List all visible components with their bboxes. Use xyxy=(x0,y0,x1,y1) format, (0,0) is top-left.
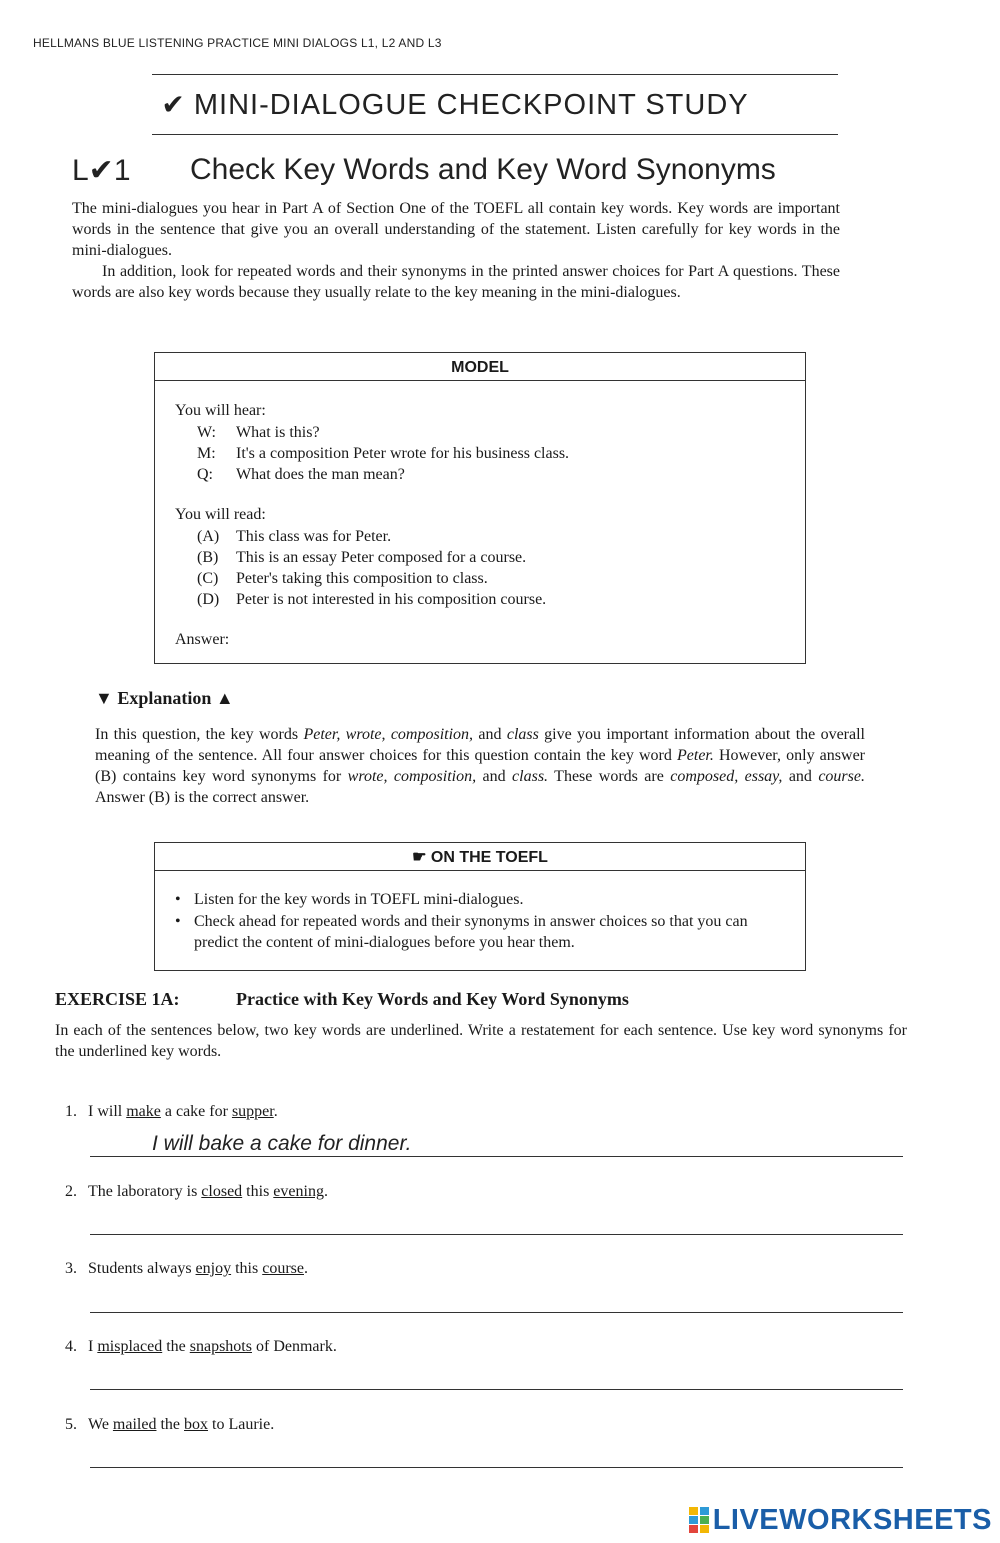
key-word: closed xyxy=(201,1183,243,1200)
dialogue-line xyxy=(197,464,405,485)
dialogue-text: It's a composition Peter wrote for his business class. xyxy=(236,445,570,462)
dialogue-text: What is this? xyxy=(236,424,320,441)
section-title xyxy=(0,88,910,122)
answer-choice xyxy=(197,589,546,610)
key-word: course xyxy=(262,1260,304,1277)
choice-label: (D) xyxy=(197,591,220,608)
answer-choice xyxy=(197,547,526,568)
exercise-item-2: 2. The laboratory is closed this evening. xyxy=(65,1183,328,1200)
exercise-instructions: In each of the sentences below, two key words are underlined. Write a restatement for each sentence. Use key word synonyms for the underlined key words. xyxy=(55,1022,907,1060)
liveworksheets-icon xyxy=(689,1507,709,1533)
answer-line-4[interactable] xyxy=(90,1389,903,1390)
intro-paragraph-1: The mini-dialogues you hear in Part A of Section One of the TOEFL all contain key words. Key words are important words in the sentence that give you an overall understanding of the statement. Listen carefully for key words in the mini-dialogues. xyxy=(72,200,840,259)
exercise-item-1: 1. I will make a cake for supper. xyxy=(65,1103,278,1120)
toefl-tip-bullet xyxy=(175,889,786,910)
model-heading: MODEL xyxy=(155,353,805,381)
dialogue-line xyxy=(197,422,320,443)
key-word: make xyxy=(126,1103,161,1120)
choice-text: Peter is not interested in his composition course. xyxy=(236,591,547,608)
key-word: supper xyxy=(231,1103,274,1120)
choice-text: This is an essay Peter composed for a course. xyxy=(236,549,527,566)
exercise-label: EXERCISE 1A: xyxy=(55,989,180,1009)
title-top-rule xyxy=(152,74,838,75)
speaker-label: Q: xyxy=(197,466,213,483)
key-word: snapshots xyxy=(189,1338,252,1355)
lesson-title: Check Key Words and Key Word Synonyms xyxy=(190,153,776,186)
intro-paragraph-2: In addition, look for repeated words and their synonyms in the printed answer choices for Part A questions. These words are also key words because they usually relate to the key meaning in the mini-dialogues. xyxy=(72,263,840,301)
answer-line-1[interactable] xyxy=(90,1156,903,1157)
title-bottom-rule xyxy=(152,134,838,135)
document-header: HELLMANS BLUE LISTENING PRACTICE MINI DIALOGS L1, L2 AND L3 xyxy=(33,36,442,50)
answer-line-3[interactable] xyxy=(90,1312,903,1313)
answer-line-5[interactable] xyxy=(90,1467,903,1468)
lesson-number: L✔1 xyxy=(72,154,131,187)
exercise-item-3: 3. Students always enjoy this course. xyxy=(65,1260,308,1277)
dialogue-line xyxy=(197,443,569,464)
brand-text: LIVEWORKSHEETS xyxy=(712,1504,992,1536)
speaker-label: W: xyxy=(197,424,216,441)
key-word: box xyxy=(184,1416,209,1433)
exercise-item-5: 5. We mailed the box to Laurie. xyxy=(65,1416,275,1433)
dialogue-text: What does the man mean? xyxy=(236,466,405,483)
answer-line-2[interactable] xyxy=(90,1234,903,1235)
bullet-icon: • xyxy=(175,913,181,930)
toefl-tip-bullet xyxy=(175,911,786,953)
answer-choice xyxy=(197,526,391,547)
answer-1-text[interactable]: I will bake a cake for dinner. xyxy=(152,1132,412,1155)
choice-label: (A) xyxy=(197,528,220,545)
choice-text: This class was for Peter. xyxy=(236,528,392,545)
bullet-text: Listen for the key words in TOEFL mini-dialogues. xyxy=(194,891,524,908)
bullet-icon: • xyxy=(175,891,181,908)
exercise-item-4: 4. I misplaced the snapshots of Denmark. xyxy=(65,1338,337,1355)
exercise-title: Practice with Key Words and Key Word Synonyms xyxy=(236,989,629,1009)
key-word: misplaced xyxy=(97,1338,163,1355)
section-title-text: MINI-DIALOGUE CHECKPOINT STUDY xyxy=(193,89,749,121)
answer-choice xyxy=(197,568,488,589)
choice-label: (C) xyxy=(197,570,219,587)
bullet-text: Check ahead for repeated words and their synonyms in answer choices so that you can predict the content of mini-dialogues before you hear them. xyxy=(194,913,748,951)
checkmark-icon: ✔ xyxy=(161,89,186,120)
explanation-text: In this question, the key words Peter, wrote, composition, and class give you important information about the overall meaning of the sentence. All four answer choices for this question contain the key word Peter. However, only answer (B) contains key word synonyms for wrote, composition, and class. These words are composed, essay, and course. Answer (B) is the correct answer. xyxy=(95,726,866,806)
choice-text: Peter's taking this composition to class. xyxy=(236,570,488,587)
explanation-title: ▼ Explanation ▲ xyxy=(95,688,234,708)
choice-label: (B) xyxy=(197,549,219,566)
key-word: evening xyxy=(273,1183,324,1200)
key-word: mailed xyxy=(112,1416,157,1433)
speaker-label: M: xyxy=(197,445,216,462)
read-label: You will read: xyxy=(175,506,266,523)
hear-label: You will hear: xyxy=(175,402,266,419)
model-answer-label: Answer: xyxy=(175,631,230,648)
toefl-tip-heading: ☛ ON THE TOEFL xyxy=(155,843,805,871)
key-word: enjoy xyxy=(195,1260,232,1277)
liveworksheets-logo xyxy=(689,1504,992,1537)
